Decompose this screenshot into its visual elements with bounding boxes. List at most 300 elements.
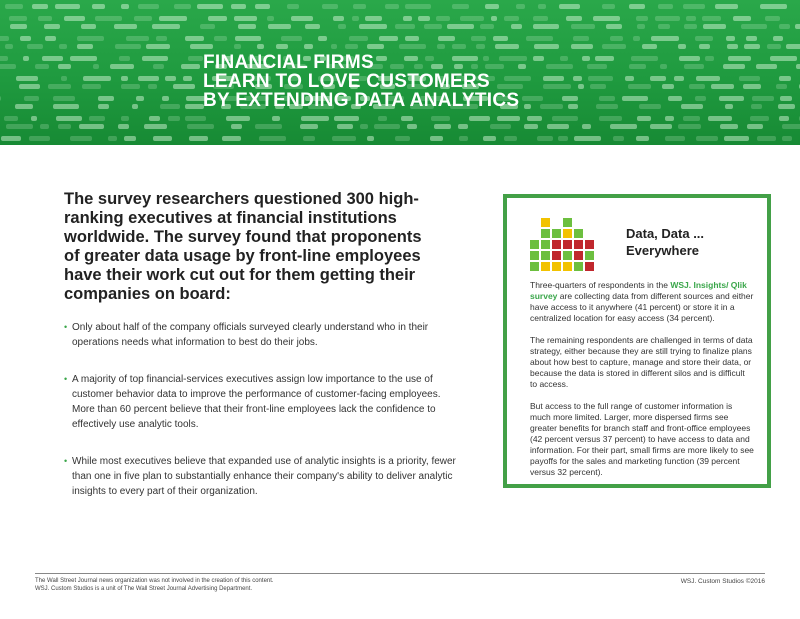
ticker-mark xyxy=(431,116,451,121)
lead-paragraph: The survey researchers questioned 300 high-ranking executives at financial institutions worldwide. The survey found that proponents of greater data usage by front-line employees have their work cut out for them getting their companies on board: xyxy=(64,190,422,303)
ticker-mark xyxy=(159,16,187,21)
ticker-mark xyxy=(495,44,519,49)
ticker-mark xyxy=(642,44,657,49)
ticker-mark xyxy=(633,36,640,41)
ticker-mark xyxy=(138,4,159,9)
bullet-dot-icon: • xyxy=(64,456,68,466)
ticker-mark xyxy=(631,56,658,61)
ticker-mark xyxy=(359,24,387,29)
icon-square xyxy=(563,262,572,271)
ticker-mark xyxy=(543,76,563,81)
footer-credit: WSJ. Custom Studios ©2016 xyxy=(680,578,765,585)
sidebar-paragraph xyxy=(530,280,754,324)
ticker-mark xyxy=(38,16,52,21)
ticker-mark xyxy=(418,16,430,21)
ticker-mark xyxy=(403,16,412,21)
ticker-mark xyxy=(437,44,445,49)
icon-square xyxy=(574,229,583,238)
ticker-mark xyxy=(121,4,129,9)
ticker-mark xyxy=(53,96,75,101)
ticker-mark xyxy=(70,136,92,141)
ticker-mark xyxy=(606,24,621,29)
ticker-mark xyxy=(93,64,99,69)
ticker-mark xyxy=(10,24,27,29)
ticker-mark xyxy=(436,16,450,21)
ticker-mark xyxy=(360,124,368,129)
ticker-mark xyxy=(89,116,105,121)
ticker-mark xyxy=(153,136,173,141)
ticker-mark xyxy=(385,4,399,9)
icon-square xyxy=(563,218,572,227)
ticker-mark xyxy=(674,76,684,81)
ticker-mark xyxy=(471,36,485,41)
icon-square xyxy=(541,218,550,227)
icon-square xyxy=(530,251,539,260)
ticker-mark xyxy=(534,44,560,49)
ticker-mark xyxy=(407,124,418,129)
ticker-mark xyxy=(318,36,327,41)
ticker-mark xyxy=(183,76,192,81)
ticker-mark xyxy=(613,136,624,141)
ticker-mark xyxy=(705,56,714,61)
ticker-mark xyxy=(743,84,761,89)
ticker-mark xyxy=(115,44,140,49)
ticker-mark xyxy=(58,64,71,69)
ticker-mark xyxy=(287,4,299,9)
ticker-mark xyxy=(98,104,109,109)
footer-line: The Wall Street Journal news organization was not involved in the creation of this content. xyxy=(35,578,274,584)
ticker-mark xyxy=(438,36,456,41)
ticker-mark xyxy=(338,24,345,29)
ticker-mark xyxy=(650,124,672,129)
ticker-mark xyxy=(782,136,792,141)
ticker-mark xyxy=(138,76,159,81)
ticker-mark xyxy=(636,16,648,21)
icon-square xyxy=(563,240,572,249)
ticker-mark xyxy=(476,44,484,49)
ticker-mark xyxy=(715,4,738,9)
ticker-mark xyxy=(447,24,474,29)
sidebar-box xyxy=(503,194,771,488)
ticker-mark xyxy=(518,64,526,69)
ticker-mark xyxy=(533,56,544,61)
ticker-mark xyxy=(305,24,321,29)
icon-square xyxy=(530,262,539,271)
icon-square xyxy=(552,251,561,260)
ticker-mark xyxy=(571,44,593,49)
ticker-mark xyxy=(238,24,256,29)
ticker-mark xyxy=(724,136,749,141)
ticker-mark xyxy=(187,124,214,129)
ticker-mark xyxy=(142,56,168,61)
ticker-mark xyxy=(573,36,589,41)
ticker-mark xyxy=(665,116,674,121)
ticker-mark xyxy=(185,36,204,41)
icon-square xyxy=(541,229,550,238)
sidebar-text: Three-quarters of respondents in the xyxy=(530,280,671,290)
ticker-mark xyxy=(399,44,426,49)
ticker-mark xyxy=(668,96,682,101)
icon-square xyxy=(530,240,539,249)
ticker-mark xyxy=(504,136,516,141)
ticker-mark xyxy=(110,64,134,69)
page-title-line: BY EXTENDING DATA ANALYTICS xyxy=(203,90,520,111)
ticker-mark xyxy=(378,116,387,121)
ticker-mark xyxy=(568,104,578,109)
ticker-mark xyxy=(148,84,157,89)
ticker-mark xyxy=(31,116,37,121)
icon-square xyxy=(585,251,594,260)
ticker-mark xyxy=(552,116,578,121)
icon-square xyxy=(574,262,583,271)
ticker-mark xyxy=(660,64,667,69)
ticker-mark xyxy=(726,36,735,41)
ticker-mark xyxy=(756,64,776,69)
ticker-mark xyxy=(602,4,615,9)
ticker-mark xyxy=(696,76,720,81)
ticker-mark xyxy=(156,36,167,41)
ticker-mark xyxy=(452,44,465,49)
ticker-mark xyxy=(181,64,199,69)
ticker-mark xyxy=(703,24,725,29)
ticker-mark xyxy=(126,36,150,41)
icon-square xyxy=(541,251,550,260)
icon-square xyxy=(585,262,594,271)
icon-square xyxy=(563,229,572,238)
ticker-mark xyxy=(259,136,286,141)
footer-divider xyxy=(35,573,765,574)
ticker-mark xyxy=(540,104,563,109)
ticker-mark xyxy=(64,16,85,21)
ticker-mark xyxy=(522,96,543,101)
ticker-mark xyxy=(629,64,647,69)
bullet-dot-icon: • xyxy=(64,322,68,332)
ticker-mark xyxy=(333,16,344,21)
ticker-mark xyxy=(173,84,195,89)
ticker-mark xyxy=(226,116,250,121)
ticker-mark xyxy=(622,96,648,101)
ticker-mark xyxy=(683,116,700,121)
page-title xyxy=(203,53,519,110)
sidebar-title-line: Data, Data ... xyxy=(626,226,705,241)
ticker-mark xyxy=(121,76,128,81)
ticker-mark xyxy=(483,136,496,141)
icon-square xyxy=(574,251,583,260)
ticker-mark xyxy=(650,76,665,81)
ticker-mark xyxy=(493,36,507,41)
ticker-mark xyxy=(300,124,318,129)
ticker-mark xyxy=(665,136,686,141)
ticker-mark xyxy=(628,84,651,89)
ticker-mark xyxy=(587,64,607,69)
ticker-mark xyxy=(516,4,525,9)
ticker-mark xyxy=(720,124,738,129)
icon-square xyxy=(541,240,550,249)
ticker-mark xyxy=(782,124,800,129)
icon-square xyxy=(552,229,561,238)
ticker-mark xyxy=(379,36,397,41)
ticker-mark xyxy=(124,136,136,141)
ticker-mark xyxy=(593,16,619,21)
ticker-mark xyxy=(578,84,584,89)
bullet-item xyxy=(64,372,464,432)
ticker-mark xyxy=(747,124,763,129)
ticker-mark xyxy=(108,136,117,141)
ticker-mark xyxy=(571,24,595,29)
ticker-mark xyxy=(16,76,38,81)
bullet-text: While most executives believe that expanded use of analytic insights is a priority, fewer than one in five plan to substantially enhance their company's ability to deliver analytic insights to every part of their organization. xyxy=(72,456,456,497)
ticker-mark xyxy=(524,104,531,109)
ticker-mark xyxy=(255,4,270,9)
ticker-mark xyxy=(27,44,43,49)
ticker-mark xyxy=(796,64,800,69)
ticker-mark xyxy=(367,44,384,49)
ticker-mark xyxy=(48,84,71,89)
ticker-mark xyxy=(757,136,776,141)
ticker-mark xyxy=(92,4,104,9)
ticker-mark xyxy=(6,124,33,129)
ticker-mark xyxy=(637,116,651,121)
ticker-mark xyxy=(146,44,171,49)
ticker-mark xyxy=(469,116,490,121)
ticker-mark xyxy=(566,16,582,21)
ticker-mark xyxy=(79,124,104,129)
ticker-mark xyxy=(29,136,51,141)
ticker-mark xyxy=(35,64,49,69)
ticker-mark xyxy=(629,4,645,9)
sidebar-paragraph: The remaining respondents are challenged in terms of data strategy, either because they are still trying to finalize plans about how best to capture, manage and store their data, or because the data is stored in different silos and is difficult to access. xyxy=(530,335,753,389)
ticker-mark xyxy=(98,96,115,101)
ticker-mark xyxy=(778,104,796,109)
ticker-mark xyxy=(582,124,590,129)
bullet-dot-icon: • xyxy=(64,374,68,384)
ticker-mark xyxy=(81,24,96,29)
ticker-mark xyxy=(679,56,700,61)
ticker-mark xyxy=(636,136,649,141)
ticker-mark xyxy=(365,16,383,21)
ticker-mark xyxy=(458,124,468,129)
ticker-mark xyxy=(625,76,634,81)
ticker-mark xyxy=(767,44,782,49)
ticker-mark xyxy=(560,56,569,61)
ticker-mark xyxy=(651,36,679,41)
ticker-mark xyxy=(599,96,614,101)
ticker-mark xyxy=(174,4,191,9)
ticker-mark xyxy=(708,116,732,121)
ticker-mark xyxy=(662,84,674,89)
ticker-mark xyxy=(728,56,751,61)
ticker-mark xyxy=(234,44,240,49)
footer-line: WSJ. Custom Studios is a unit of The Wall Street Journal Advertising Department. xyxy=(35,586,253,592)
ticker-mark xyxy=(460,16,483,21)
ticker-mark xyxy=(20,36,31,41)
ticker-mark xyxy=(711,84,734,89)
ticker-mark xyxy=(234,16,257,21)
ticker-mark xyxy=(132,104,138,109)
ticker-mark xyxy=(639,104,661,109)
ticker-mark xyxy=(268,24,291,29)
ticker-mark xyxy=(452,4,468,9)
ticker-mark xyxy=(430,136,443,141)
sidebar-text: are collecting data from different sources and either have access to it anywhere (41 percent) or store it in a centralized location for easy access (34 percent). xyxy=(530,291,754,323)
ticker-mark xyxy=(185,104,204,109)
icon-square xyxy=(563,251,572,260)
ticker-mark xyxy=(582,56,590,61)
bullet-text: A majority of top financial-services executives assign low importance to the use of customer behavior data to improve the performance of customer-facing employees. More than 60 percent believe that their front-line employees lack the confidence to effectively use analytic tools. xyxy=(72,374,441,430)
ticker-mark xyxy=(526,36,552,41)
ticker-mark xyxy=(573,76,582,81)
ticker-mark xyxy=(95,16,122,21)
icon-square xyxy=(585,240,594,249)
ticker-mark xyxy=(367,136,374,141)
ticker-mark xyxy=(70,56,97,61)
bar-grid-icon xyxy=(530,208,594,272)
ticker-mark xyxy=(190,44,213,49)
ticker-mark xyxy=(118,124,128,129)
ticker-mark xyxy=(188,56,203,61)
ticker-mark xyxy=(401,116,413,121)
ticker-mark xyxy=(55,4,80,9)
ticker-mark xyxy=(459,136,468,141)
ticker-mark xyxy=(32,4,48,9)
bullet-list xyxy=(64,320,464,521)
ticker-mark xyxy=(546,64,573,69)
ticker-mark xyxy=(689,84,706,89)
ticker-mark xyxy=(5,44,13,49)
ticker-mark xyxy=(231,124,242,129)
ticker-mark xyxy=(741,24,767,29)
ticker-mark xyxy=(235,36,261,41)
ticker-mark xyxy=(82,84,101,89)
ticker-mark xyxy=(168,116,181,121)
ticker-mark xyxy=(739,76,760,81)
ticker-mark xyxy=(744,44,760,49)
survey-link[interactable]: WSJ. Insights/ Qlik survey xyxy=(530,280,747,301)
ticker-mark xyxy=(780,96,792,101)
ticker-mark xyxy=(58,124,71,129)
sidebar-paragraph: But access to the full range of customer information is much more limited. Larger, more dispersed firms see greater benefits for branch staff and front-office employees (42 percent versus 37 percent) to have access to data and information. For their part, small firms are more likely to see payoffs for the sales and marketing function (39 percent versus 32 percent). xyxy=(530,401,754,477)
ticker-mark xyxy=(779,76,791,81)
ticker-mark xyxy=(149,116,160,121)
bullet-item xyxy=(64,320,464,350)
ticker-mark xyxy=(185,116,206,121)
ticker-mark xyxy=(480,24,495,29)
ticker-mark xyxy=(352,16,359,21)
ticker-mark xyxy=(686,16,696,21)
ticker-mark xyxy=(776,84,787,89)
ticker-mark xyxy=(24,96,40,101)
ticker-mark xyxy=(61,76,67,81)
ticker-mark xyxy=(345,44,358,49)
ticker-mark xyxy=(53,104,79,109)
ticker-mark xyxy=(752,96,775,101)
ticker-mark xyxy=(208,16,227,21)
ticker-mark xyxy=(214,36,228,41)
ticker-mark xyxy=(231,4,247,9)
ticker-mark xyxy=(114,24,137,29)
ticker-mark xyxy=(765,16,780,21)
ticker-mark xyxy=(395,24,416,29)
bullet-item xyxy=(64,454,464,499)
sidebar-title xyxy=(626,225,704,259)
ticker-mark xyxy=(303,136,315,141)
ticker-mark xyxy=(533,24,559,29)
ticker-mark xyxy=(121,116,129,121)
ticker-mark xyxy=(424,24,442,29)
ticker-mark xyxy=(733,16,751,21)
ticker-mark xyxy=(1,136,21,141)
ticker-mark xyxy=(695,96,706,101)
icon-square xyxy=(552,240,561,249)
ticker-mark xyxy=(595,56,613,61)
ticker-mark xyxy=(304,44,313,49)
ticker-mark xyxy=(4,116,18,121)
ticker-mark xyxy=(504,16,519,21)
ticker-mark xyxy=(746,36,757,41)
ticker-mark xyxy=(0,36,9,41)
ticker-mark xyxy=(491,16,497,21)
ticker-mark xyxy=(405,36,420,41)
ticker-mark xyxy=(699,44,710,49)
ticker-mark xyxy=(547,124,569,129)
ticker-mark xyxy=(134,16,153,21)
ticker-mark xyxy=(44,24,60,29)
ticker-mark xyxy=(121,84,140,89)
sidebar-body xyxy=(530,280,754,489)
ticker-mark xyxy=(725,104,733,109)
ticker-mark xyxy=(610,36,624,41)
ticker-mark xyxy=(291,16,312,21)
ticker-mark xyxy=(334,116,359,121)
ticker-mark xyxy=(301,116,329,121)
ticker-mark xyxy=(658,4,674,9)
ticker-mark xyxy=(40,124,49,129)
ticker-mark xyxy=(524,124,538,129)
ticker-mark xyxy=(723,64,745,69)
bullet-text: Only about half of the company officials surveyed clearly understand who in their operations needs what information to best do their jobs. xyxy=(72,322,429,348)
ticker-mark xyxy=(719,96,744,101)
ticker-mark xyxy=(337,124,353,129)
ticker-mark xyxy=(590,84,606,89)
ticker-mark xyxy=(695,36,713,41)
ticker-mark xyxy=(257,44,264,49)
ticker-mark xyxy=(165,76,176,81)
ticker-mark xyxy=(655,16,680,21)
ticker-mark xyxy=(56,116,82,121)
ticker-mark xyxy=(559,4,580,9)
ticker-mark xyxy=(490,124,511,129)
ticker-mark xyxy=(637,24,645,29)
ticker-mark xyxy=(558,136,568,141)
ticker-mark xyxy=(162,96,169,101)
ticker-mark xyxy=(574,136,602,141)
ticker-mark xyxy=(773,36,784,41)
ticker-mark xyxy=(153,64,164,69)
ticker-mark xyxy=(276,44,289,49)
ticker-mark xyxy=(485,4,500,9)
icon-square xyxy=(541,262,550,271)
ticker-mark xyxy=(374,124,399,129)
ticker-mark xyxy=(0,56,8,61)
ticker-mark xyxy=(684,64,704,69)
ticker-mark xyxy=(353,4,366,9)
ticker-mark xyxy=(610,124,637,129)
header-banner xyxy=(0,0,800,145)
page-title-line: LEARN TO LOVE CUSTOMERS xyxy=(203,71,491,92)
ticker-mark xyxy=(727,44,737,49)
icon-square xyxy=(574,240,583,249)
ticker-mark xyxy=(15,104,34,109)
